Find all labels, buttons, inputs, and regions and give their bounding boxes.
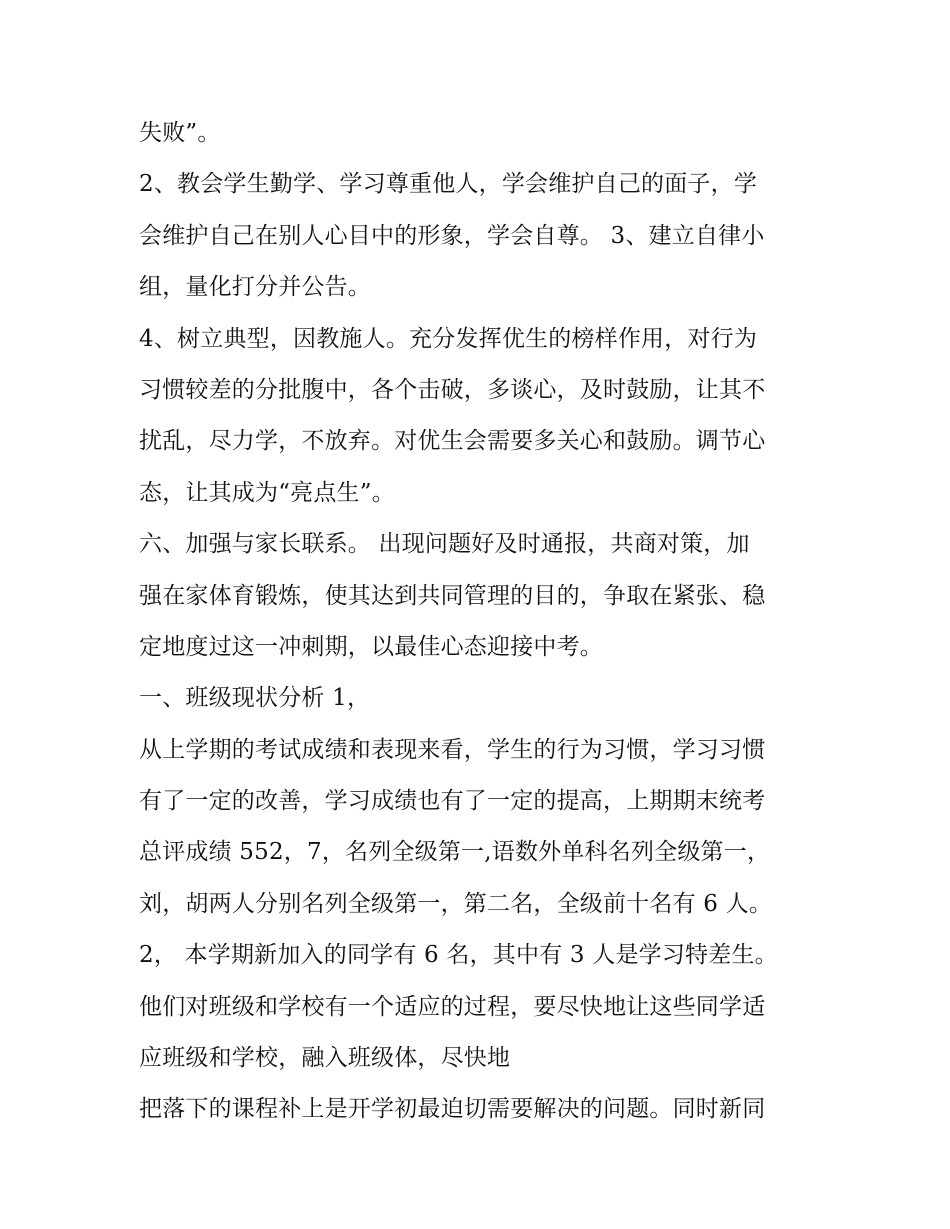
text-line: 扰乱，尽力学，不放弃。对优生会需要多关心和鼓励。调节心 xyxy=(139,428,766,455)
text-line: 失败”。 xyxy=(139,120,221,146)
text-line: 一、班级现状分析 1， xyxy=(139,685,371,712)
text-line: 总评成绩 552，7，名列全级第一,语数外单科名列全级第一， xyxy=(139,839,771,866)
text-line: 定地度过这一冲刺期，以最佳心态迎接中考。 xyxy=(139,633,603,660)
text-line: 他们对班级和学校有一个适应的过程，要尽快地让这些同学适 xyxy=(139,993,766,1020)
text-line: 把落下的课程补上是开学初最迫切需要解决的问题。同时新同 xyxy=(139,1096,766,1123)
text-line: 应班级和学校，融入班级体，尽快地 xyxy=(139,1045,511,1072)
body-text xyxy=(139,108,839,1136)
text-line: 有了一定的改善，学习成绩也有了一定的提高，上期期末统考 xyxy=(139,788,766,815)
text-line: 刘，胡两人分别名列全级第一，第二名，全级前十名有 6 人。 xyxy=(139,890,773,917)
text-line: 2、教会学生勤学、学习尊重他人，学会维护自己的面子，学 xyxy=(139,171,758,198)
text-line: 会维护自己在别人心目中的形象，学会自尊。 3、建立自律小 xyxy=(139,222,765,249)
text-line: 组，量化打分并公告。 xyxy=(139,274,371,301)
text-line: 习惯较差的分批腹中，各个击破，多谈心，及时鼓励，让其不 xyxy=(139,376,766,403)
text-line: 2， 本学期新加入的同学有 6 名，其中有 3 人是学习特差生。 xyxy=(139,942,778,969)
text-line: 六、加强与家长联系。 出现问题好及时通报，共商对策，加 xyxy=(139,531,750,558)
text-line: 从上学期的考试成绩和表现来看，学生的行为习惯，学习习惯 xyxy=(139,736,766,763)
text-line: 4、树立典型，因教施人。充分发挥优生的榜样作用，对行为 xyxy=(139,325,758,352)
text-line: 强在家体育锻炼，使其达到共同管理的目的，争取在紧张、稳 xyxy=(139,582,766,609)
text-line: 态，让其成为“亮点生”。 xyxy=(139,479,395,506)
